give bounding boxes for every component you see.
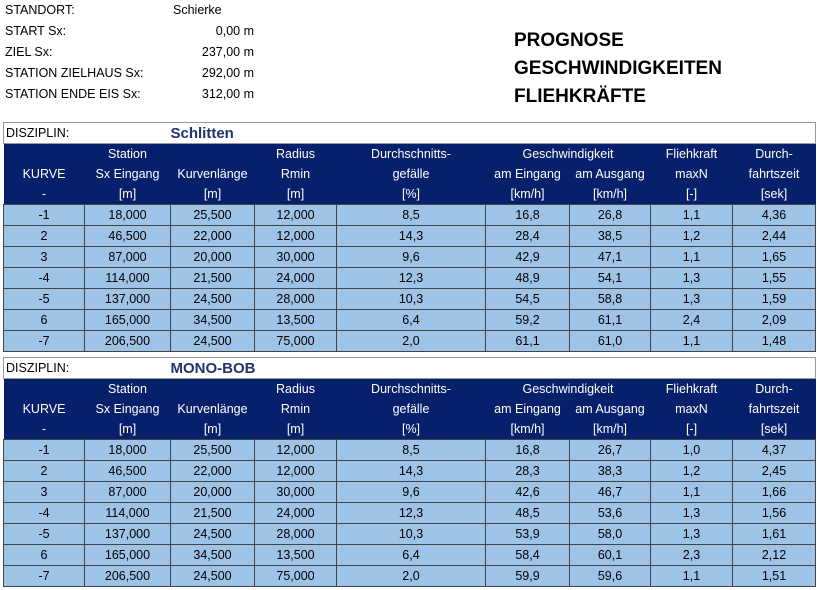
table-cell: 3 bbox=[4, 482, 85, 503]
column-header: Geschwindigkeit bbox=[486, 379, 651, 400]
table-cell: 59,6 bbox=[570, 566, 651, 587]
title-line: GESCHWINDIGKEITEN bbox=[514, 58, 722, 79]
table-cell: 20,000 bbox=[171, 247, 255, 268]
table-row bbox=[4, 268, 816, 289]
table-cell: 54,5 bbox=[486, 289, 570, 310]
table-cell: 21,500 bbox=[171, 503, 255, 524]
table-cell: 42,9 bbox=[486, 247, 570, 268]
table-row bbox=[4, 289, 816, 310]
table-cell: 12,000 bbox=[255, 440, 337, 461]
table-cell: 1,2 bbox=[651, 226, 733, 247]
table-cell: 54,1 bbox=[570, 268, 651, 289]
info-value: 0,00 m bbox=[215, 24, 254, 38]
table-cell: 1,59 bbox=[733, 289, 816, 310]
table-cell: 1,65 bbox=[733, 247, 816, 268]
column-header: Fliehkraft bbox=[651, 379, 733, 400]
column-header-row bbox=[4, 419, 816, 440]
column-header: [sek] bbox=[733, 419, 816, 440]
table-cell: 13,500 bbox=[255, 310, 337, 331]
table-cell: -4 bbox=[4, 503, 85, 524]
table-cell: 18,000 bbox=[85, 205, 171, 226]
table-cell: 58,4 bbox=[486, 545, 570, 566]
table-cell: 48,9 bbox=[486, 268, 570, 289]
table-cell: 60,1 bbox=[570, 545, 651, 566]
table-row bbox=[4, 226, 816, 247]
table-cell: 12,000 bbox=[255, 205, 337, 226]
table-row bbox=[4, 545, 816, 566]
column-header bbox=[4, 379, 85, 400]
table-cell: 20,000 bbox=[171, 482, 255, 503]
table-cell: 1,2 bbox=[651, 461, 733, 482]
column-header: am Ausgang bbox=[570, 164, 651, 184]
table-cell: 53,6 bbox=[570, 503, 651, 524]
table-cell: 22,000 bbox=[171, 461, 255, 482]
table-cell: 2,45 bbox=[733, 461, 816, 482]
table-cell: 1,1 bbox=[651, 205, 733, 226]
column-header: Station bbox=[85, 144, 171, 165]
table-cell: 1,51 bbox=[733, 566, 816, 587]
table-cell: 114,000 bbox=[85, 268, 171, 289]
column-header: maxN bbox=[651, 164, 733, 184]
column-header: Kurvenlänge bbox=[171, 164, 255, 184]
table-cell: 24,500 bbox=[171, 331, 255, 352]
column-header: am Ausgang bbox=[570, 399, 651, 419]
table-row bbox=[4, 503, 816, 524]
column-header: fahrtszeit bbox=[733, 399, 816, 419]
column-header: Radius bbox=[255, 144, 337, 165]
column-header-row bbox=[4, 399, 816, 419]
column-header: Sx Eingang bbox=[85, 399, 171, 419]
table-cell: 26,8 bbox=[570, 205, 651, 226]
table-cell: 59,9 bbox=[486, 566, 570, 587]
column-header-row bbox=[4, 184, 816, 205]
table-cell: 2,0 bbox=[337, 566, 486, 587]
info-value: 237,00 m bbox=[201, 45, 254, 59]
table-cell: 53,9 bbox=[486, 524, 570, 545]
table-cell: 1,1 bbox=[651, 331, 733, 352]
table-cell: 24,000 bbox=[255, 503, 337, 524]
table-cell: 42,6 bbox=[486, 482, 570, 503]
table-cell: 1,66 bbox=[733, 482, 816, 503]
column-header: Durchschnitts- bbox=[337, 144, 486, 165]
table-row bbox=[4, 247, 816, 268]
column-header: Station bbox=[85, 379, 171, 400]
table-cell: 47,1 bbox=[570, 247, 651, 268]
column-header-row bbox=[4, 379, 816, 400]
column-header-row bbox=[4, 164, 816, 184]
column-header-row bbox=[4, 144, 816, 165]
info-row-ende-eis bbox=[5, 84, 260, 105]
table-cell: 38,3 bbox=[570, 461, 651, 482]
column-header: - bbox=[4, 184, 85, 205]
site-info bbox=[5, 0, 260, 105]
column-header: Radius bbox=[255, 379, 337, 400]
table-cell: 12,3 bbox=[337, 503, 486, 524]
table-cell: 48,5 bbox=[486, 503, 570, 524]
table-cell: 38,5 bbox=[570, 226, 651, 247]
table-cell: 1,61 bbox=[733, 524, 816, 545]
table-cell: 24,000 bbox=[255, 268, 337, 289]
column-header: Durch- bbox=[733, 379, 816, 400]
table-cell: 2,0 bbox=[337, 331, 486, 352]
column-header: [-] bbox=[651, 419, 733, 440]
column-header: - bbox=[4, 419, 85, 440]
info-label: STANDORT: bbox=[5, 3, 75, 17]
table-cell: 1,3 bbox=[651, 503, 733, 524]
column-header: maxN bbox=[651, 399, 733, 419]
column-header: am Eingang bbox=[486, 399, 570, 419]
table-cell: 2,12 bbox=[733, 545, 816, 566]
column-header: [m] bbox=[85, 184, 171, 205]
table-cell: 2,44 bbox=[733, 226, 816, 247]
table-cell: 206,500 bbox=[85, 331, 171, 352]
table-cell: 165,000 bbox=[85, 310, 171, 331]
table-cell: 14,3 bbox=[337, 226, 486, 247]
column-header: [m] bbox=[85, 419, 171, 440]
table-cell: 4,36 bbox=[733, 205, 816, 226]
column-header: fahrtszeit bbox=[733, 164, 816, 184]
table-row bbox=[4, 310, 816, 331]
column-header: [m] bbox=[171, 419, 255, 440]
table-cell: 137,000 bbox=[85, 289, 171, 310]
info-value: 312,00 m bbox=[201, 87, 254, 101]
table-cell: 3 bbox=[4, 247, 85, 268]
table-cell: 2 bbox=[4, 461, 85, 482]
column-header: Sx Eingang bbox=[85, 164, 171, 184]
table-cell: 61,1 bbox=[486, 331, 570, 352]
column-header: [km/h] bbox=[486, 184, 570, 205]
table-cell: 16,8 bbox=[486, 205, 570, 226]
info-label: STATION ZIELHAUS Sx: bbox=[5, 66, 144, 80]
column-header bbox=[4, 144, 85, 165]
table-cell: 28,000 bbox=[255, 289, 337, 310]
column-header: gefälle bbox=[337, 164, 486, 184]
table-cell: 8,5 bbox=[337, 440, 486, 461]
table-cell: 28,000 bbox=[255, 524, 337, 545]
table-cell: 137,000 bbox=[85, 524, 171, 545]
table-cell: 12,000 bbox=[255, 226, 337, 247]
info-row-start bbox=[5, 21, 260, 42]
table-cell: 61,0 bbox=[570, 331, 651, 352]
table-cell: 1,1 bbox=[651, 482, 733, 503]
table-cell: -5 bbox=[4, 289, 85, 310]
table-cell: 114,000 bbox=[85, 503, 171, 524]
table-cell: 10,3 bbox=[337, 524, 486, 545]
table-cell: 1,56 bbox=[733, 503, 816, 524]
table-row bbox=[4, 461, 816, 482]
table-cell: 24,500 bbox=[171, 566, 255, 587]
table-cell: 1,3 bbox=[651, 289, 733, 310]
info-label: START Sx: bbox=[5, 24, 67, 38]
table-cell: -1 bbox=[4, 440, 85, 461]
table-cell: -7 bbox=[4, 566, 85, 587]
table-cell: 12,000 bbox=[255, 461, 337, 482]
info-label: ZIEL Sx: bbox=[5, 45, 53, 59]
table-cell: 28,3 bbox=[486, 461, 570, 482]
title-line: PROGNOSE bbox=[514, 30, 624, 51]
column-header: [m] bbox=[255, 419, 337, 440]
table-cell: 1,48 bbox=[733, 331, 816, 352]
table-cell: 6 bbox=[4, 310, 85, 331]
table-cell: 2,4 bbox=[651, 310, 733, 331]
table-cell: 206,500 bbox=[85, 566, 171, 587]
column-header: [%] bbox=[337, 184, 486, 205]
table-cell: -5 bbox=[4, 524, 85, 545]
table-cell: 6 bbox=[4, 545, 85, 566]
table-row bbox=[4, 331, 816, 352]
table-cell: 58,8 bbox=[570, 289, 651, 310]
column-header: Fliehkraft bbox=[651, 144, 733, 165]
table-cell: 25,500 bbox=[171, 440, 255, 461]
column-header: [km/h] bbox=[570, 419, 651, 440]
column-header: Rmin bbox=[255, 164, 337, 184]
table-cell: 58,0 bbox=[570, 524, 651, 545]
table-cell: 26,7 bbox=[570, 440, 651, 461]
table-cell: 24,500 bbox=[171, 524, 255, 545]
table-row bbox=[4, 482, 816, 503]
table-cell: 59,2 bbox=[486, 310, 570, 331]
table-cell: 21,500 bbox=[171, 268, 255, 289]
table-cell: 87,000 bbox=[85, 482, 171, 503]
table-row bbox=[4, 524, 816, 545]
table-cell: 24,500 bbox=[171, 289, 255, 310]
table-row bbox=[4, 205, 816, 226]
info-row-ziel bbox=[5, 42, 260, 63]
table-cell: 1,3 bbox=[651, 268, 733, 289]
column-header: [sek] bbox=[733, 184, 816, 205]
table-cell: -1 bbox=[4, 205, 85, 226]
column-header: am Eingang bbox=[486, 164, 570, 184]
table-cell: 25,500 bbox=[171, 205, 255, 226]
info-row-standort bbox=[5, 0, 260, 21]
table-cell: 75,000 bbox=[255, 331, 337, 352]
column-header: Kurvenlänge bbox=[171, 399, 255, 419]
column-header bbox=[171, 144, 255, 165]
info-row-zielhaus bbox=[5, 63, 260, 84]
column-header: gefälle bbox=[337, 399, 486, 419]
table-cell: 2 bbox=[4, 226, 85, 247]
info-value: 292,00 m bbox=[201, 66, 254, 80]
table-cell: 46,500 bbox=[85, 461, 171, 482]
table-cell: 75,000 bbox=[255, 566, 337, 587]
discipline-name: Schlitten bbox=[171, 123, 816, 144]
table-cell: 2,09 bbox=[733, 310, 816, 331]
table-cell: 14,3 bbox=[337, 461, 486, 482]
info-label: STATION ENDE EIS Sx: bbox=[5, 87, 141, 101]
table-cell: 9,6 bbox=[337, 482, 486, 503]
table-cell: -7 bbox=[4, 331, 85, 352]
table-cell: 165,000 bbox=[85, 545, 171, 566]
discipline-row bbox=[4, 123, 816, 144]
column-header: Durch- bbox=[733, 144, 816, 165]
column-header: Durchschnitts- bbox=[337, 379, 486, 400]
column-header: [km/h] bbox=[570, 184, 651, 205]
info-value: Schierke bbox=[173, 3, 222, 17]
column-header: KURVE bbox=[4, 164, 85, 184]
column-header: [m] bbox=[171, 184, 255, 205]
discipline-row bbox=[4, 358, 816, 379]
forecast-table-schlitten bbox=[3, 122, 816, 352]
table-cell: 13,500 bbox=[255, 545, 337, 566]
table-row bbox=[4, 440, 816, 461]
table-cell: 8,5 bbox=[337, 205, 486, 226]
table-cell: 34,500 bbox=[171, 545, 255, 566]
table-cell: 10,3 bbox=[337, 289, 486, 310]
table-cell: 28,4 bbox=[486, 226, 570, 247]
table-cell: 30,000 bbox=[255, 247, 337, 268]
table-cell: 12,3 bbox=[337, 268, 486, 289]
table-cell: 1,1 bbox=[651, 566, 733, 587]
column-header: Rmin bbox=[255, 399, 337, 419]
table-cell: 46,500 bbox=[85, 226, 171, 247]
table-cell: 22,000 bbox=[171, 226, 255, 247]
discipline-label: DISZIPLIN: bbox=[4, 123, 171, 144]
column-header bbox=[171, 379, 255, 400]
table-cell: 9,6 bbox=[337, 247, 486, 268]
discipline-label: DISZIPLIN: bbox=[4, 358, 171, 379]
table-cell: 1,3 bbox=[651, 524, 733, 545]
table-cell: 2,3 bbox=[651, 545, 733, 566]
table-cell: 18,000 bbox=[85, 440, 171, 461]
table-cell: 1,55 bbox=[733, 268, 816, 289]
page-title bbox=[514, 27, 722, 111]
table-cell: 34,500 bbox=[171, 310, 255, 331]
table-cell: 4,37 bbox=[733, 440, 816, 461]
forecast-table-mono-bob bbox=[3, 357, 816, 587]
column-header: Geschwindigkeit bbox=[486, 144, 651, 165]
table-cell: 6,4 bbox=[337, 545, 486, 566]
table-cell: 30,000 bbox=[255, 482, 337, 503]
column-header: [m] bbox=[255, 184, 337, 205]
table-cell: 61,1 bbox=[570, 310, 651, 331]
column-header: [-] bbox=[651, 184, 733, 205]
table-cell: 16,8 bbox=[486, 440, 570, 461]
table-cell: 46,7 bbox=[570, 482, 651, 503]
table-cell: 1,1 bbox=[651, 247, 733, 268]
table-cell: 1,0 bbox=[651, 440, 733, 461]
column-header: [km/h] bbox=[486, 419, 570, 440]
column-header: KURVE bbox=[4, 399, 85, 419]
column-header: [%] bbox=[337, 419, 486, 440]
table-row bbox=[4, 566, 816, 587]
table-cell: 6,4 bbox=[337, 310, 486, 331]
table-cell: 87,000 bbox=[85, 247, 171, 268]
table-cell: -4 bbox=[4, 268, 85, 289]
title-line: FLIEHKRÄFTE bbox=[514, 86, 646, 107]
discipline-name: MONO-BOB bbox=[171, 358, 816, 379]
